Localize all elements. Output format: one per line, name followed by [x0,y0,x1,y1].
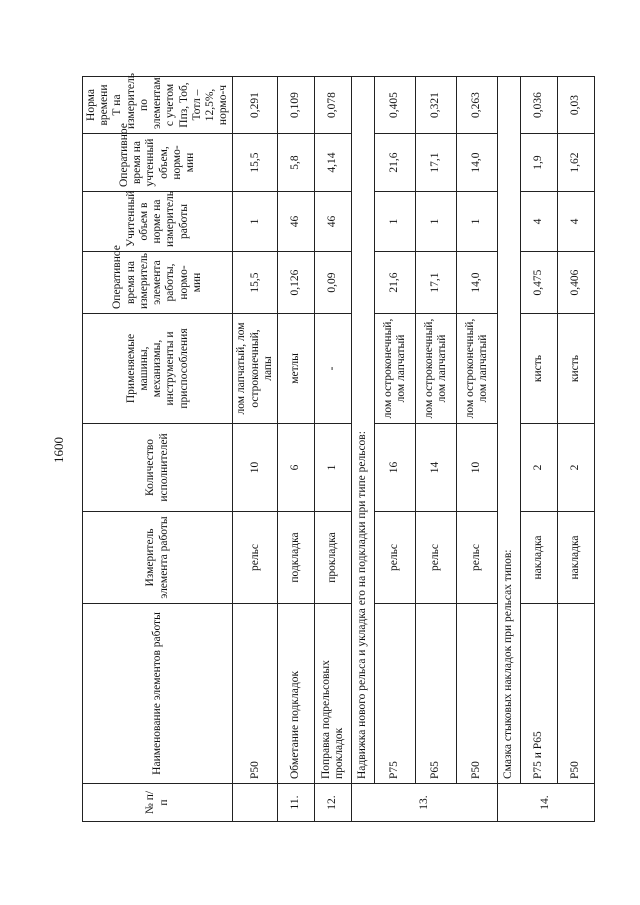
cell-volume: 46 [278,192,315,252]
cell-norm: 0,109 [278,77,315,134]
cell-op-time: 17,1 [416,252,457,314]
cell-num: 12. [315,784,352,822]
cell-op-time-total: 21,6 [375,134,416,192]
cell-name: Р50 [233,604,278,784]
cell-volume: 1 [416,192,457,252]
cell-unit: рельс [457,512,498,604]
cell-tools: лом остроконечный, лом лапчатый [375,314,416,424]
cell-workers: 2 [558,424,595,512]
cell-op-time-total: 4,14 [315,134,352,192]
table-row [457,77,498,822]
cell-norm: 0,036 [521,77,558,134]
table-header-row [83,77,233,822]
cell-workers: 1 [315,424,352,512]
header-unit: Измеритель элемента работы [83,512,233,604]
cell-norm: 0,03 [558,77,595,134]
cell-workers: 2 [521,424,558,512]
section-14-title: Смазка стыковых накладок при рельсах типов: [498,77,521,784]
cell-norm: 0,078 [315,77,352,134]
cell-op-time: 0,09 [315,252,352,314]
cell-tools: лом остроконечный, лом лапчатый [457,314,498,424]
cell-op-time: 0,126 [278,252,315,314]
cell-op-time: 0,475 [521,252,558,314]
cell-unit: накладка [521,512,558,604]
cell-unit: подкладка [278,512,315,604]
header-op-time: Оперативное время на измеритель элемента работы, нормо-мин [83,252,233,314]
cell-norm: 0,263 [457,77,498,134]
cell-workers: 10 [233,424,278,512]
section-13-title-row [352,77,375,822]
cell-op-time-total: 5,8 [278,134,315,192]
cell-tools: кисть [558,314,595,424]
cell-norm: 0,321 [416,77,457,134]
cell-volume: 1 [233,192,278,252]
header-norm: Норма времени Т на измеритель по элементам с учетом Ппз, Тоб, Тотл – 12,5%, нормо-ч [83,77,233,134]
cell-op-time: 0,406 [558,252,595,314]
cell-workers: 6 [278,424,315,512]
cell-op-time-total: 14,0 [457,134,498,192]
table-row [278,77,315,822]
table-row [558,77,595,822]
cell-op-time: 14,0 [457,252,498,314]
page-number-text: 1600 [51,437,66,463]
rotated-table-container [82,73,582,822]
page-number [49,430,69,470]
cell-name: Р50 [457,604,498,784]
cell-op-time: 21,6 [375,252,416,314]
cell-name: Поправка подрельсовых прокладок [315,604,352,784]
cell-name: Обметание подкладок [278,604,315,784]
section-13-title: Надвижка нового рельса и укладка его на подкладки при типе рельсов: [352,77,375,784]
cell-num [233,784,278,822]
cell-unit: рельс [375,512,416,604]
cell-tools: лом остроконечный, лом лапчатый [416,314,457,424]
cell-unit: накладка [558,512,595,604]
table-row [233,77,278,822]
header-name: Наименование элементов работы [83,604,233,784]
header-num: № п/п [83,784,233,822]
cell-op-time: 15,5 [233,252,278,314]
cell-workers: 16 [375,424,416,512]
cell-volume: 4 [521,192,558,252]
cell-name: Р75 [375,604,416,784]
cell-op-time-total: 1,62 [558,134,595,192]
header-op-time-total: Оперативное время на учтенный объем, нормо-мин [83,134,233,192]
cell-op-time-total: 15,5 [233,134,278,192]
cell-name: Р50 [558,604,595,784]
cell-workers: 10 [457,424,498,512]
cell-volume: 4 [558,192,595,252]
section-13-num: 13. [352,784,498,822]
header-tools: Применяемые машины, механизмы, инструменты и приспособления [83,314,233,424]
cell-workers: 14 [416,424,457,512]
norms-table [82,73,595,822]
cell-norm: 0,291 [233,77,278,134]
cell-unit: рельс [233,512,278,604]
section-14-num: 14. [498,784,595,822]
cell-tools: кисть [521,314,558,424]
cell-tools: лом лапчатый, лом остроконечный, лапы [233,314,278,424]
table-row [521,77,558,822]
cell-op-time-total: 17,1 [416,134,457,192]
header-workers: Количество исполнителей [83,424,233,512]
table-row [375,77,416,822]
cell-tools: - [315,314,352,424]
table-row [416,77,457,822]
table-row [315,77,352,822]
cell-volume: 1 [457,192,498,252]
header-volume: Учитенный объем в норме на измеритель работы [83,192,233,252]
section-14-title-row [498,77,521,822]
cell-name: Р75 и Р65 [521,604,558,784]
cell-num: 11. [278,784,315,822]
cell-tools: метлы [278,314,315,424]
cell-norm: 0,405 [375,77,416,134]
cell-unit: рельс [416,512,457,604]
cell-op-time-total: 1,9 [521,134,558,192]
cell-volume: 1 [375,192,416,252]
cell-unit: прокладка [315,512,352,604]
cell-volume: 46 [315,192,352,252]
cell-name: Р65 [416,604,457,784]
